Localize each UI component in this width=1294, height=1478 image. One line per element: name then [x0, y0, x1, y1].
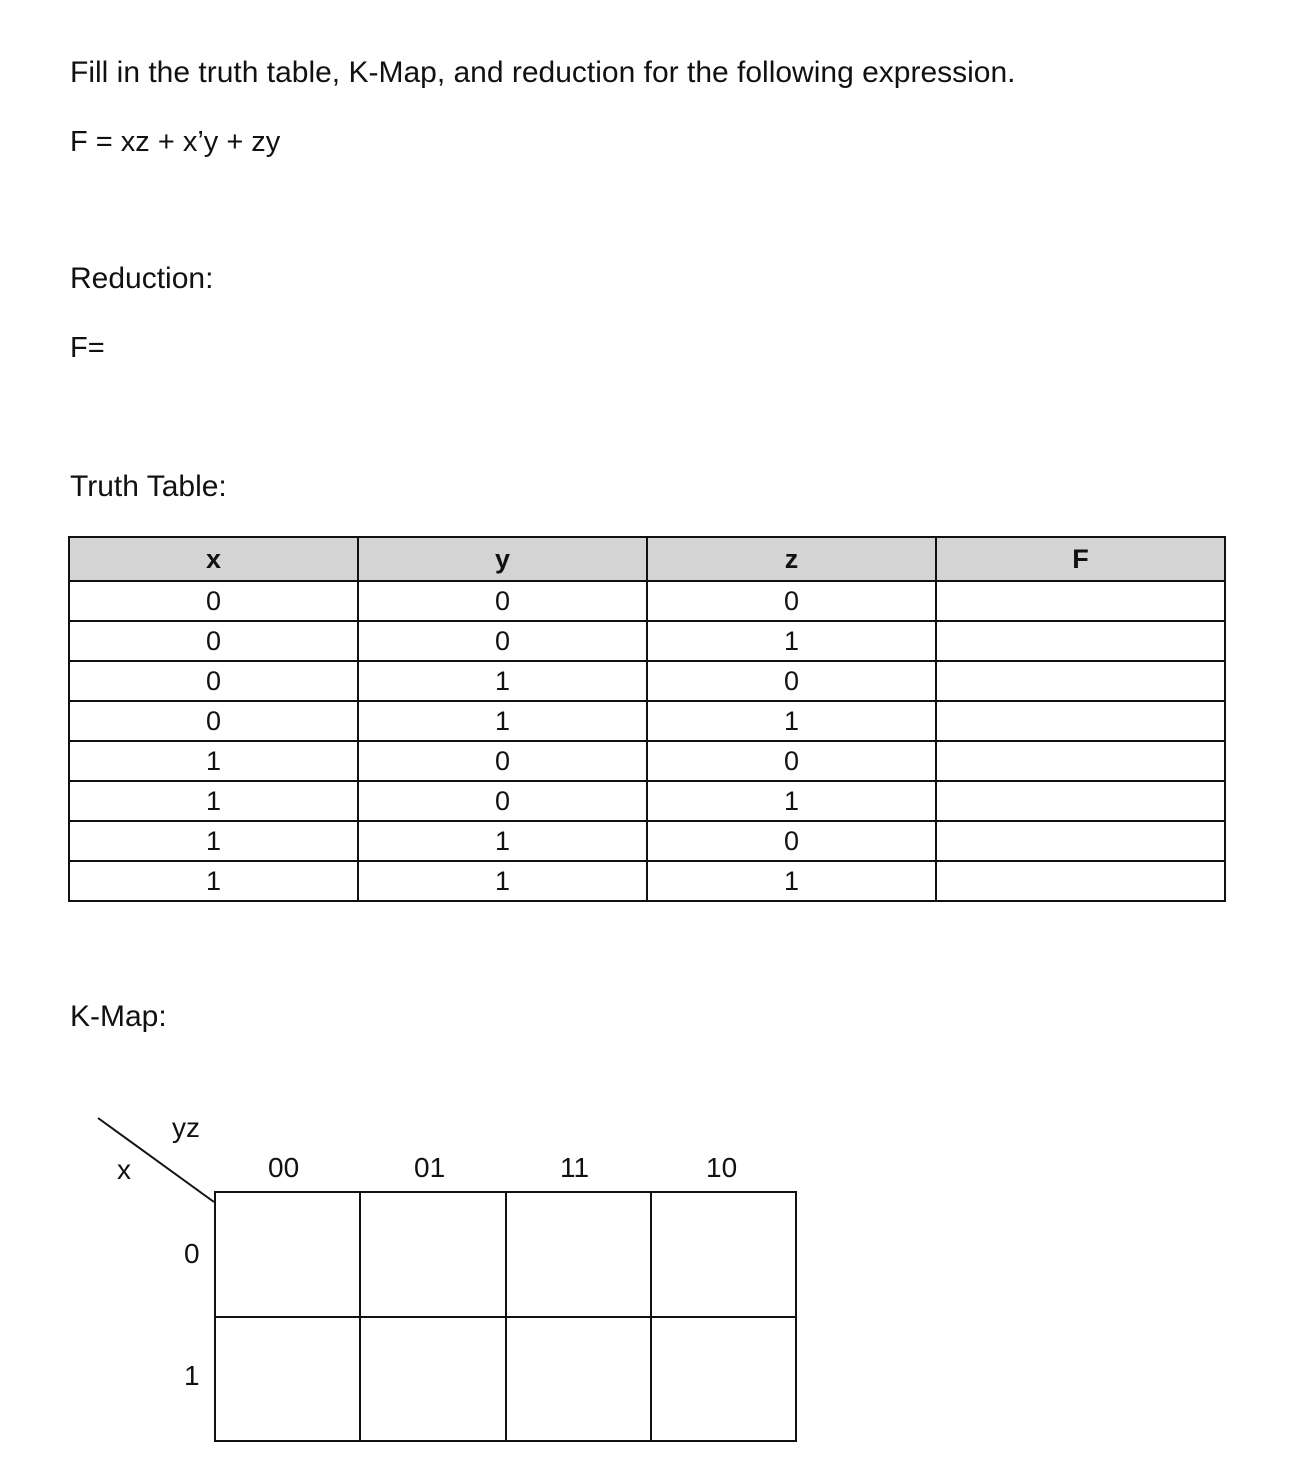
table-row	[69, 621, 1225, 661]
kmap-col-header-10: 10	[706, 1152, 738, 1183]
cell-f-input[interactable]	[936, 661, 1225, 701]
kmap-row	[215, 1317, 796, 1442]
column-header-x: x	[69, 537, 358, 581]
cell-x: 1	[69, 821, 358, 861]
cell-x: 1	[69, 741, 358, 781]
kmap-col-header-01: 01	[414, 1152, 446, 1183]
kmap-row-header-0: 0	[184, 1238, 200, 1269]
cell-z: 1	[647, 781, 936, 821]
cell-z: 0	[647, 741, 936, 781]
cell-y: 1	[358, 861, 647, 901]
kmap-row-variable: x	[117, 1154, 131, 1185]
cell-y: 0	[358, 741, 647, 781]
kmap-grid	[214, 1191, 797, 1442]
cell-y: 1	[358, 821, 647, 861]
cell-y: 0	[358, 781, 647, 821]
cell-f-input[interactable]	[936, 741, 1225, 781]
kmap-col-header-00: 00	[268, 1152, 300, 1183]
truth-table-header-row	[69, 537, 1225, 581]
cell-x: 0	[69, 621, 358, 661]
truth-table-heading: Truth Table:	[70, 470, 227, 503]
cell-y: 1	[358, 661, 647, 701]
cell-f-input[interactable]	[936, 821, 1225, 861]
table-row	[69, 661, 1225, 701]
table-row	[69, 781, 1225, 821]
boolean-expression: F = xz + x’y + zy	[70, 126, 281, 158]
cell-y: 1	[358, 701, 647, 741]
cell-x: 1	[69, 861, 358, 901]
cell-z: 0	[647, 581, 936, 621]
kmap-cell[interactable]	[506, 1192, 651, 1317]
table-row	[69, 821, 1225, 861]
kmap-cell[interactable]	[360, 1317, 505, 1442]
cell-x: 0	[69, 701, 358, 741]
cell-y: 0	[358, 581, 647, 621]
cell-x: 0	[69, 581, 358, 621]
kmap-cell[interactable]	[215, 1317, 360, 1442]
reduction-answer-field[interactable]: F=	[70, 332, 105, 364]
instructions-text: Fill in the truth table, K-Map, and reduction for the following expression.	[70, 56, 1016, 89]
column-header-f: F	[936, 537, 1225, 581]
cell-f-input[interactable]	[936, 621, 1225, 661]
cell-x: 1	[69, 781, 358, 821]
cell-f-input[interactable]	[936, 581, 1225, 621]
cell-y: 0	[358, 621, 647, 661]
reduction-heading: Reduction:	[70, 262, 214, 295]
cell-f-input[interactable]	[936, 861, 1225, 901]
cell-z: 0	[647, 821, 936, 861]
kmap-heading: K-Map:	[70, 1000, 167, 1033]
cell-z: 1	[647, 701, 936, 741]
kmap-cell[interactable]	[651, 1192, 796, 1317]
kmap-row-header-1: 1	[184, 1360, 200, 1391]
cell-x: 0	[69, 661, 358, 701]
kmap-column-variable: yz	[172, 1112, 200, 1143]
truth-table	[68, 536, 1226, 902]
cell-z: 1	[647, 861, 936, 901]
column-header-z: z	[647, 537, 936, 581]
cell-z: 1	[647, 621, 936, 661]
column-header-y: y	[358, 537, 647, 581]
cell-f-input[interactable]	[936, 701, 1225, 741]
kmap-col-header-11: 11	[560, 1152, 590, 1183]
table-row	[69, 861, 1225, 901]
kmap-row	[215, 1192, 796, 1317]
cell-f-input[interactable]	[936, 781, 1225, 821]
kmap-cell[interactable]	[506, 1317, 651, 1442]
table-row	[69, 581, 1225, 621]
table-row	[69, 741, 1225, 781]
cell-z: 0	[647, 661, 936, 701]
kmap-cell[interactable]	[360, 1192, 505, 1317]
table-row	[69, 701, 1225, 741]
kmap-cell[interactable]	[215, 1192, 360, 1317]
kmap-cell[interactable]	[651, 1317, 796, 1442]
